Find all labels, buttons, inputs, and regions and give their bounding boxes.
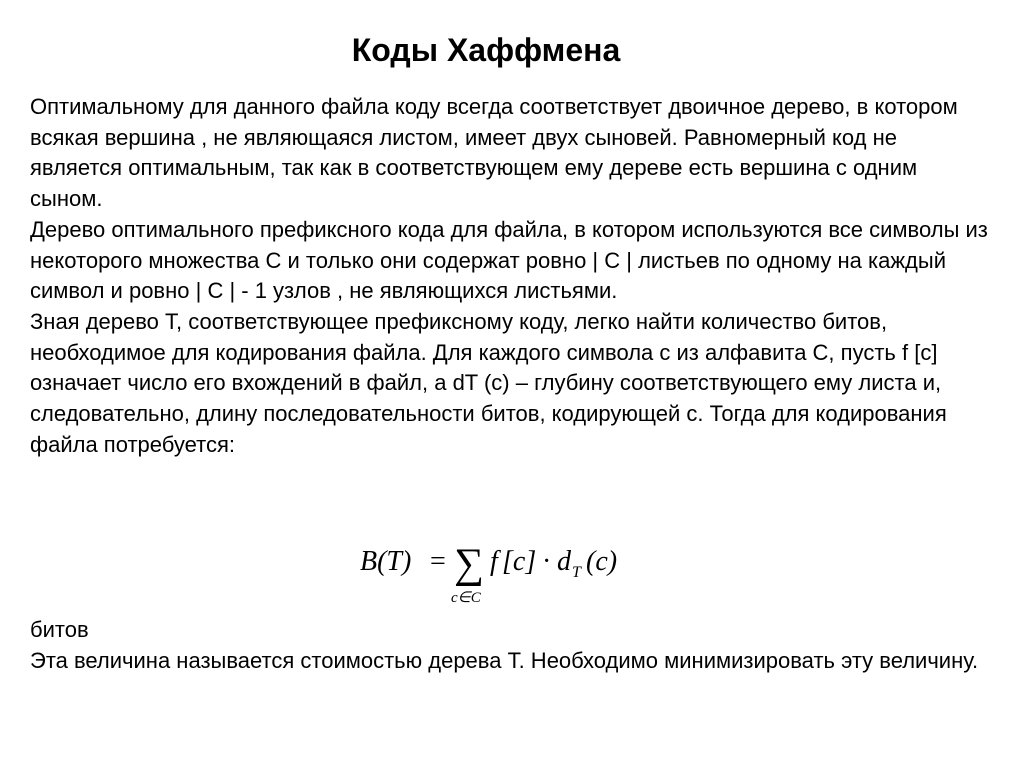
paragraph-bit-count: Зная дерево Т, соответствующее префиксному коду, легко найти количество битов, необходимое для кодирования файла. Для каждого символа с из алфавита С, пусть f [c] означает число его вхождений в файл, а dT (c) – глубину соответствующего ему листа и, следовательно, длину последовательности битов, кодирующей с. Тогда для кодирования файла потребуется: bbox=[30, 308, 947, 457]
paragraph-prefix-tree: Дерево оптимального префиксного кода для файла, в котором используются все символы из некоторого множества С и только они содержат ровно | С | листьев по одному на каждый символ и ровно | С | - 1 узлов , не являющихся листьями. bbox=[30, 216, 988, 304]
formula-f: f bbox=[490, 546, 498, 577]
formula-d-sub: T bbox=[572, 564, 581, 581]
paragraph-bits-word: битов bbox=[30, 617, 89, 642]
formula-lhs: B(T) bbox=[360, 546, 412, 577]
paragraph-tree-cost: Эта величина называется стоимостью дерева Т. Необходимо минимизировать эту величину. bbox=[30, 647, 979, 673]
formula-d: d bbox=[557, 546, 571, 577]
cost-formula bbox=[360, 530, 650, 610]
formula-f-arg: [c] bbox=[502, 546, 537, 577]
slide-title: Коды Хаффмена bbox=[351, 32, 621, 68]
slide-tail bbox=[30, 615, 990, 676]
formula-sum-symbol: ∑ bbox=[454, 541, 484, 587]
paragraph-optimal-tree: Оптимальному для данного файла коду всегда соответствует двоичное дерево, в котором всякая вершина , не являющаяся листом, имеет двух сыновей. Равномерный код не является оптимальным, так как в соответствующем ему дереве есть вершина с одним сыном. bbox=[30, 94, 958, 212]
formula-dot: · bbox=[542, 546, 552, 577]
formula-equals: = bbox=[430, 546, 446, 577]
formula-sum-index: c∈C bbox=[451, 590, 481, 606]
formula-d-arg: (c) bbox=[586, 546, 618, 577]
slide-body bbox=[30, 92, 990, 460]
